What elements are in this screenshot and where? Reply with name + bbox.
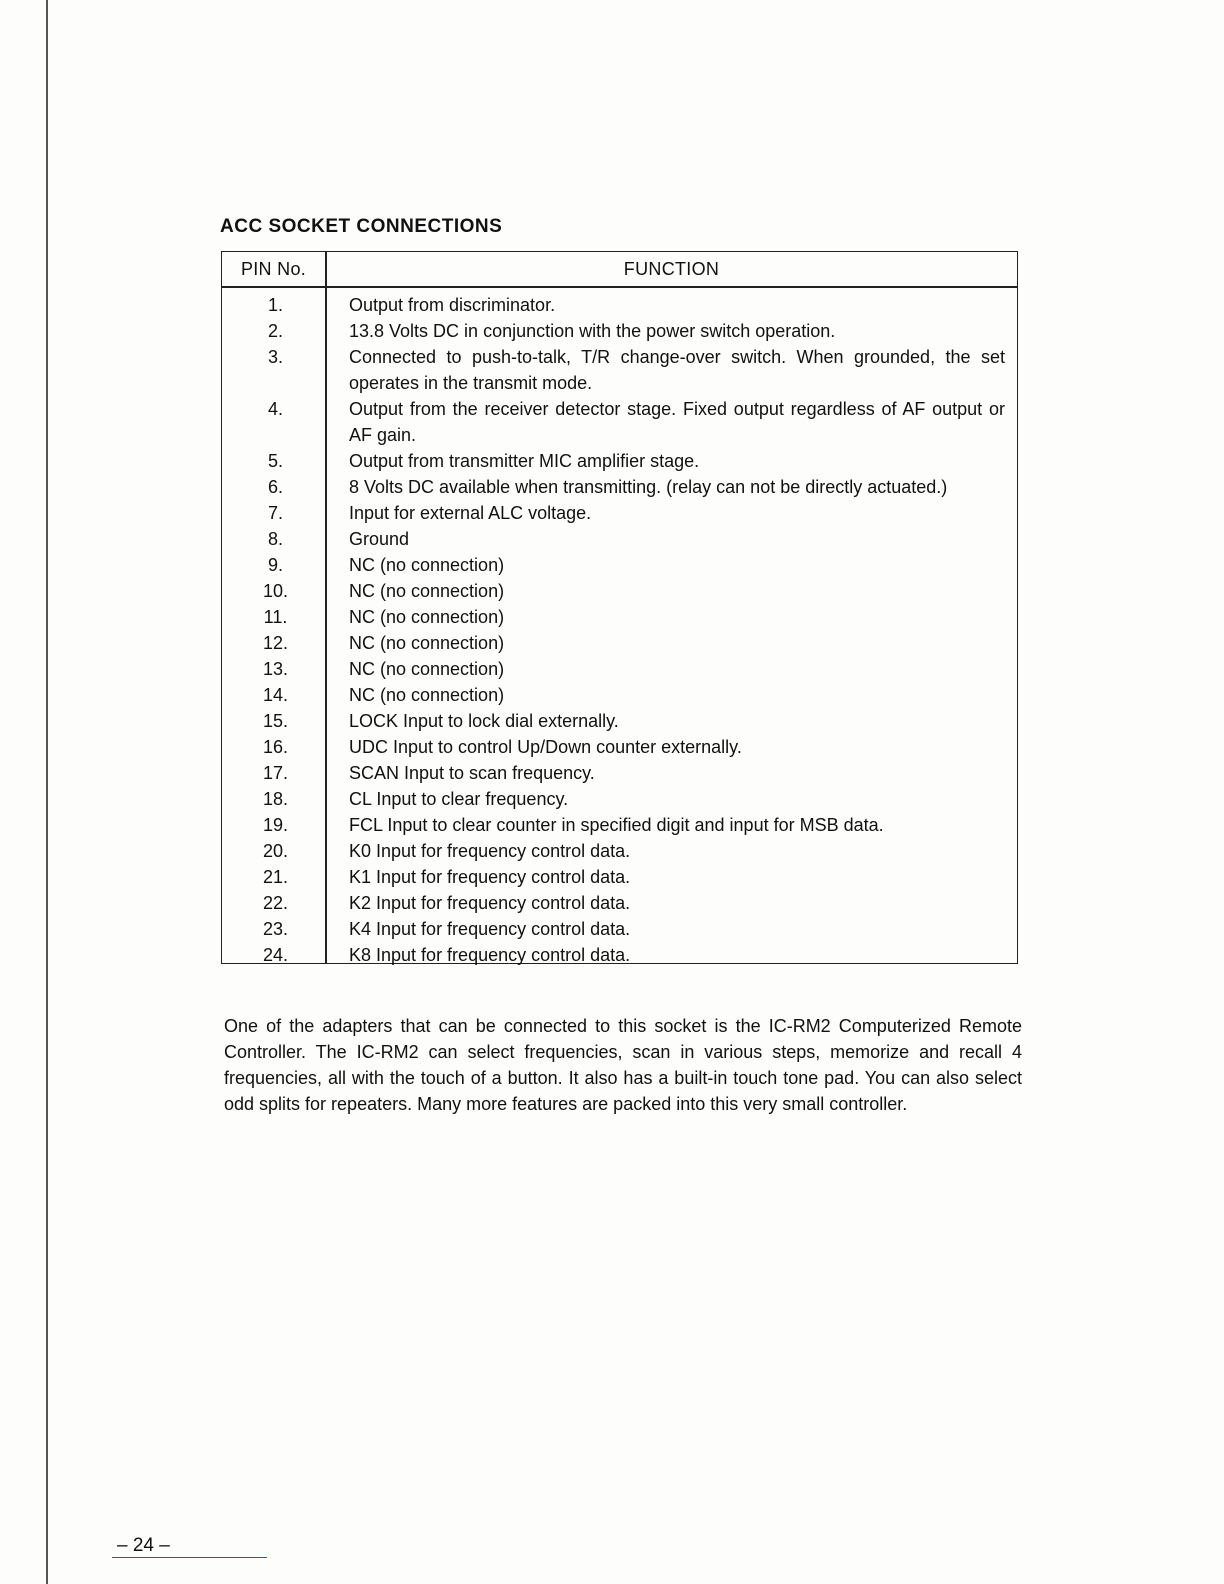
table-row [222,630,1017,656]
table-row [222,604,1017,630]
pin-function: 8 Volts DC available when transmitting. (relay can not be directly actuated.) [349,477,948,497]
pin-function: NC (no connection) [349,555,505,575]
pin-function: Output from transmitter MIC amplifier stage. [349,451,700,471]
table-row [222,838,1017,864]
pin-number: 19. [262,815,289,835]
table-row [222,448,1017,474]
pin-number: 20. [262,841,289,861]
pin-number: 2. [267,321,283,341]
pin-function: K2 Input for frequency control data. [349,893,631,913]
table-row [222,318,1017,344]
pin-number: 6. [267,477,283,497]
pin-function: UDC Input to control Up/Down counter externally. [349,737,742,757]
table-row [222,760,1017,786]
binding-edge-line [46,0,48,1584]
table-row [222,578,1017,604]
pin-function: NC (no connection) [349,607,505,627]
pin-number: 14. [262,685,289,705]
table-row [222,916,1017,942]
pin-number: 5. [267,451,283,471]
table-row [222,526,1017,552]
table-row [222,734,1017,760]
pin-number: 13. [262,659,289,679]
pin-function: Connected to push-to-talk, T/R change-over switch. When grounded, the set operates in the transmit mode. [349,347,1005,393]
pin-function: NC (no connection) [349,685,505,705]
table-row [222,864,1017,890]
pin-function: NC (no connection) [349,659,505,679]
pin-function: Output from the receiver detector stage. Fixed output regardless of AF output or AF gain. [349,399,1005,445]
table-row [222,812,1017,838]
pin-function: NC (no connection) [349,581,505,601]
table-row [222,292,1017,318]
pin-number: 1. [267,295,283,315]
table-row [222,890,1017,916]
table-row [222,656,1017,682]
table-row [222,396,1017,448]
footer-rule [112,1557,267,1558]
pin-function: K0 Input for frequency control data. [349,841,631,861]
pin-connections-table [221,251,1018,964]
section-heading: ACC SOCKET CONNECTIONS [220,216,503,237]
description-paragraph: One of the adapters that can be connected to this socket is the IC-RM2 Computerized Remote Controller. The IC-RM2 can select frequencies, scan in various steps, memorize and recall 4 frequencies, all with the touch of a button. It also has a built-in touch tone pad. You can also select odd splits for repeaters. Many more features are packed into this very small controller. [224,1016,1022,1114]
pin-number: 10. [262,581,289,601]
pin-function: K4 Input for frequency control data. [349,919,631,939]
pin-number: 24. [262,945,289,965]
pin-number: 3. [267,347,283,367]
pin-function: SCAN Input to scan frequency. [349,763,595,783]
pin-function: CL Input to clear frequency. [349,789,569,809]
table-row [222,682,1017,708]
pin-function: Output from discriminator. [349,295,556,315]
pin-function: LOCK Input to lock dial externally. [349,711,619,731]
table-row [222,500,1017,526]
table-row [222,942,1017,968]
column-header-pin: PIN No. [240,259,307,279]
pin-number: 18. [262,789,289,809]
table-row [222,786,1017,812]
table-row [222,474,1017,500]
pin-function: K1 Input for frequency control data. [349,867,631,887]
table-body [222,292,1017,968]
column-header-function: FUNCTION [623,259,720,279]
pin-number: 23. [262,919,289,939]
table-row [222,344,1017,396]
pin-number: 15. [262,711,289,731]
pin-number: 12. [262,633,289,653]
pin-number: 17. [262,763,289,783]
pin-number: 9. [267,555,283,575]
pin-number: 22. [262,893,289,913]
pin-number: 7. [267,503,283,523]
table-row [222,552,1017,578]
pin-number: 11. [263,607,288,627]
pin-function: 13.8 Volts DC in conjunction with the power switch operation. [349,321,836,341]
header-rule [222,286,1017,288]
page-number: – 24 – [117,1535,170,1556]
pin-function: Input for external ALC voltage. [349,503,592,523]
pin-function: Ground [349,529,410,549]
pin-number: 16. [262,737,289,757]
pin-number: 21. [262,867,289,887]
pin-function: FCL Input to clear counter in specified digit and input for MSB data. [349,815,884,835]
table-row [222,708,1017,734]
pin-function: K8 Input for frequency control data. [349,945,631,965]
pin-function: NC (no connection) [349,633,505,653]
pin-number: 8. [267,529,283,549]
pin-number: 4. [267,399,283,419]
